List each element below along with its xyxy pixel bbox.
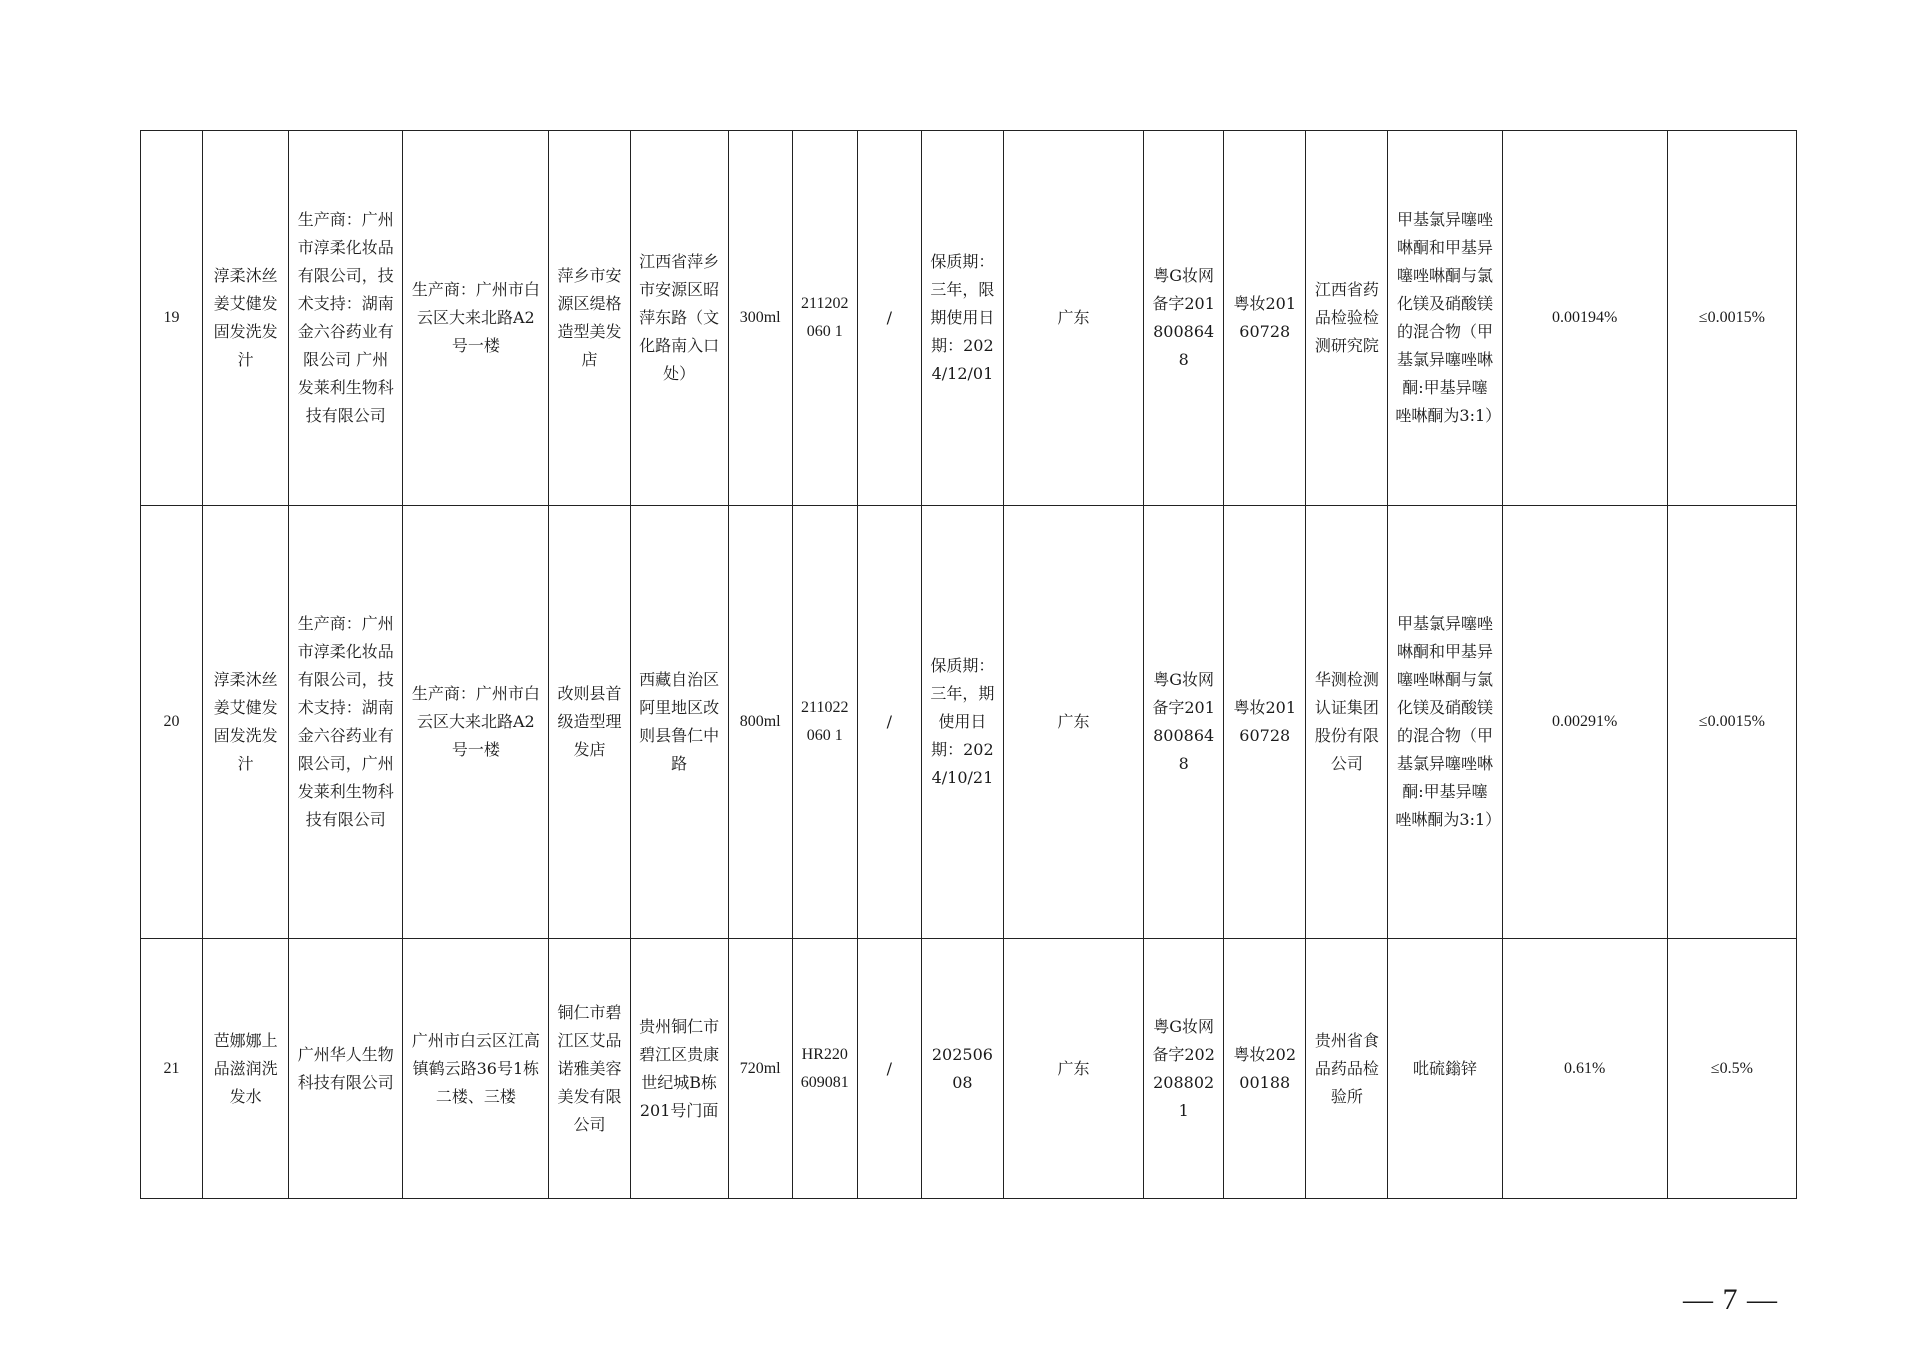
product-name-cell: 芭娜娜上品滋润洗发水 bbox=[203, 939, 289, 1199]
page-number: — 7 — bbox=[1683, 1283, 1778, 1316]
inspection-agency-cell: 贵州省食品药品检验所 bbox=[1306, 939, 1388, 1199]
producer-address-cell: 广州市白云区江高镇鹤云路36号1栋二楼、三楼 bbox=[403, 939, 549, 1199]
serial-number-cell: 19 bbox=[141, 131, 203, 506]
filing-number-cell: 粤G妆网备字2022088021 bbox=[1144, 939, 1224, 1199]
producer-cell: 广州华人生物科技有限公司 bbox=[289, 939, 403, 1199]
sampled-unit-cell: 萍乡市安源区缇格造型美发店 bbox=[549, 131, 630, 506]
test-result-cell: 0.00291% bbox=[1502, 506, 1667, 939]
specification-cell: 720ml bbox=[728, 939, 792, 1199]
standard-limit-cell: ≤0.0015% bbox=[1667, 506, 1796, 939]
sampled-unit-cell: 铜仁市碧江区艾品诺雅美容美发有限公司 bbox=[549, 939, 630, 1199]
nonconforming-item-cell: 吡硫鎓锌 bbox=[1388, 939, 1502, 1199]
sampled-address-cell: 江西省萍乡市安源区昭萍东路（文化路南入口处） bbox=[630, 131, 728, 506]
table-row bbox=[141, 131, 1797, 506]
standard-limit-cell: ≤0.0015% bbox=[1667, 131, 1796, 506]
table-row bbox=[141, 939, 1797, 1199]
table-row bbox=[141, 506, 1797, 939]
batch-number-cell: 211202060 1 bbox=[792, 131, 857, 506]
color-type-cell: / bbox=[857, 506, 921, 939]
sampled-unit-cell: 改则县首级造型理发店 bbox=[549, 506, 630, 939]
color-type-cell: / bbox=[857, 939, 921, 1199]
date-or-shelf-life-cell: 20250608 bbox=[921, 939, 1003, 1199]
license-number-cell: 粤妆20160728 bbox=[1224, 131, 1306, 506]
product-name-cell: 淳柔沐丝姜艾健发固发洗发汁 bbox=[203, 506, 289, 939]
batch-number-cell: 211022060 1 bbox=[792, 506, 857, 939]
producer-cell: 生产商：广州市淳柔化妆品有限公司，技术支持：湖南金六谷药业有限公司，广州发莱利生物科技有限公司 bbox=[289, 506, 403, 939]
sampled-address-cell: 西藏自治区阿里地区改则县鲁仁中路 bbox=[630, 506, 728, 939]
license-number-cell: 粤妆20160728 bbox=[1224, 506, 1306, 939]
producer-cell: 生产商：广州市淳柔化妆品有限公司，技术支持：湖南金六谷药业有限公司 广州发莱利生物科技有限公司 bbox=[289, 131, 403, 506]
sampled-address-cell: 贵州铜仁市碧江区贵康世纪城B栋201号门面 bbox=[630, 939, 728, 1199]
date-or-shelf-life-cell: 保质期：三年，期使用日期：2024/10/21 bbox=[921, 506, 1003, 939]
serial-number-cell: 21 bbox=[141, 939, 203, 1199]
producer-address-cell: 生产商：广州市白云区大来北路A2号一楼 bbox=[403, 506, 549, 939]
serial-number-cell: 20 bbox=[141, 506, 203, 939]
origin-cell: 广东 bbox=[1003, 506, 1143, 939]
inspection-agency-cell: 江西省药品检验检测研究院 bbox=[1306, 131, 1388, 506]
batch-number-cell: HR220609081 bbox=[792, 939, 857, 1199]
inspection-agency-cell: 华测检测认证集团股份有限公司 bbox=[1306, 506, 1388, 939]
test-result-cell: 0.00194% bbox=[1502, 131, 1667, 506]
specification-cell: 300ml bbox=[728, 131, 792, 506]
nonconforming-item-cell: 甲基氯异噻唑啉酮和甲基异噻唑啉酮与氯化镁及硝酸镁的混合物（甲基氯异噻唑啉酮:甲基异噻唑啉酮为3:1） bbox=[1388, 506, 1502, 939]
nonconforming-item-cell: 甲基氯异噻唑啉酮和甲基异噻唑啉酮与氯化镁及硝酸镁的混合物（甲基氯异噻唑啉酮:甲基异噻唑啉酮为3:1） bbox=[1388, 131, 1502, 506]
date-or-shelf-life-cell: 保质期：三年，限期使用日期：2024/12/01 bbox=[921, 131, 1003, 506]
specification-cell: 800ml bbox=[728, 506, 792, 939]
origin-cell: 广东 bbox=[1003, 939, 1143, 1199]
standard-limit-cell: ≤0.5% bbox=[1667, 939, 1796, 1199]
color-type-cell: / bbox=[857, 131, 921, 506]
test-result-cell: 0.61% bbox=[1502, 939, 1667, 1199]
origin-cell: 广东 bbox=[1003, 131, 1143, 506]
filing-number-cell: 粤G妆网备字2018008648 bbox=[1144, 506, 1224, 939]
product-name-cell: 淳柔沐丝姜艾健发固发洗发汁 bbox=[203, 131, 289, 506]
sampling-results-table bbox=[140, 130, 1797, 1199]
filing-number-cell: 粤G妆网备字2018008648 bbox=[1144, 131, 1224, 506]
producer-address-cell: 生产商：广州市白云区大来北路A2号一楼 bbox=[403, 131, 549, 506]
license-number-cell: 粤妆20200188 bbox=[1224, 939, 1306, 1199]
